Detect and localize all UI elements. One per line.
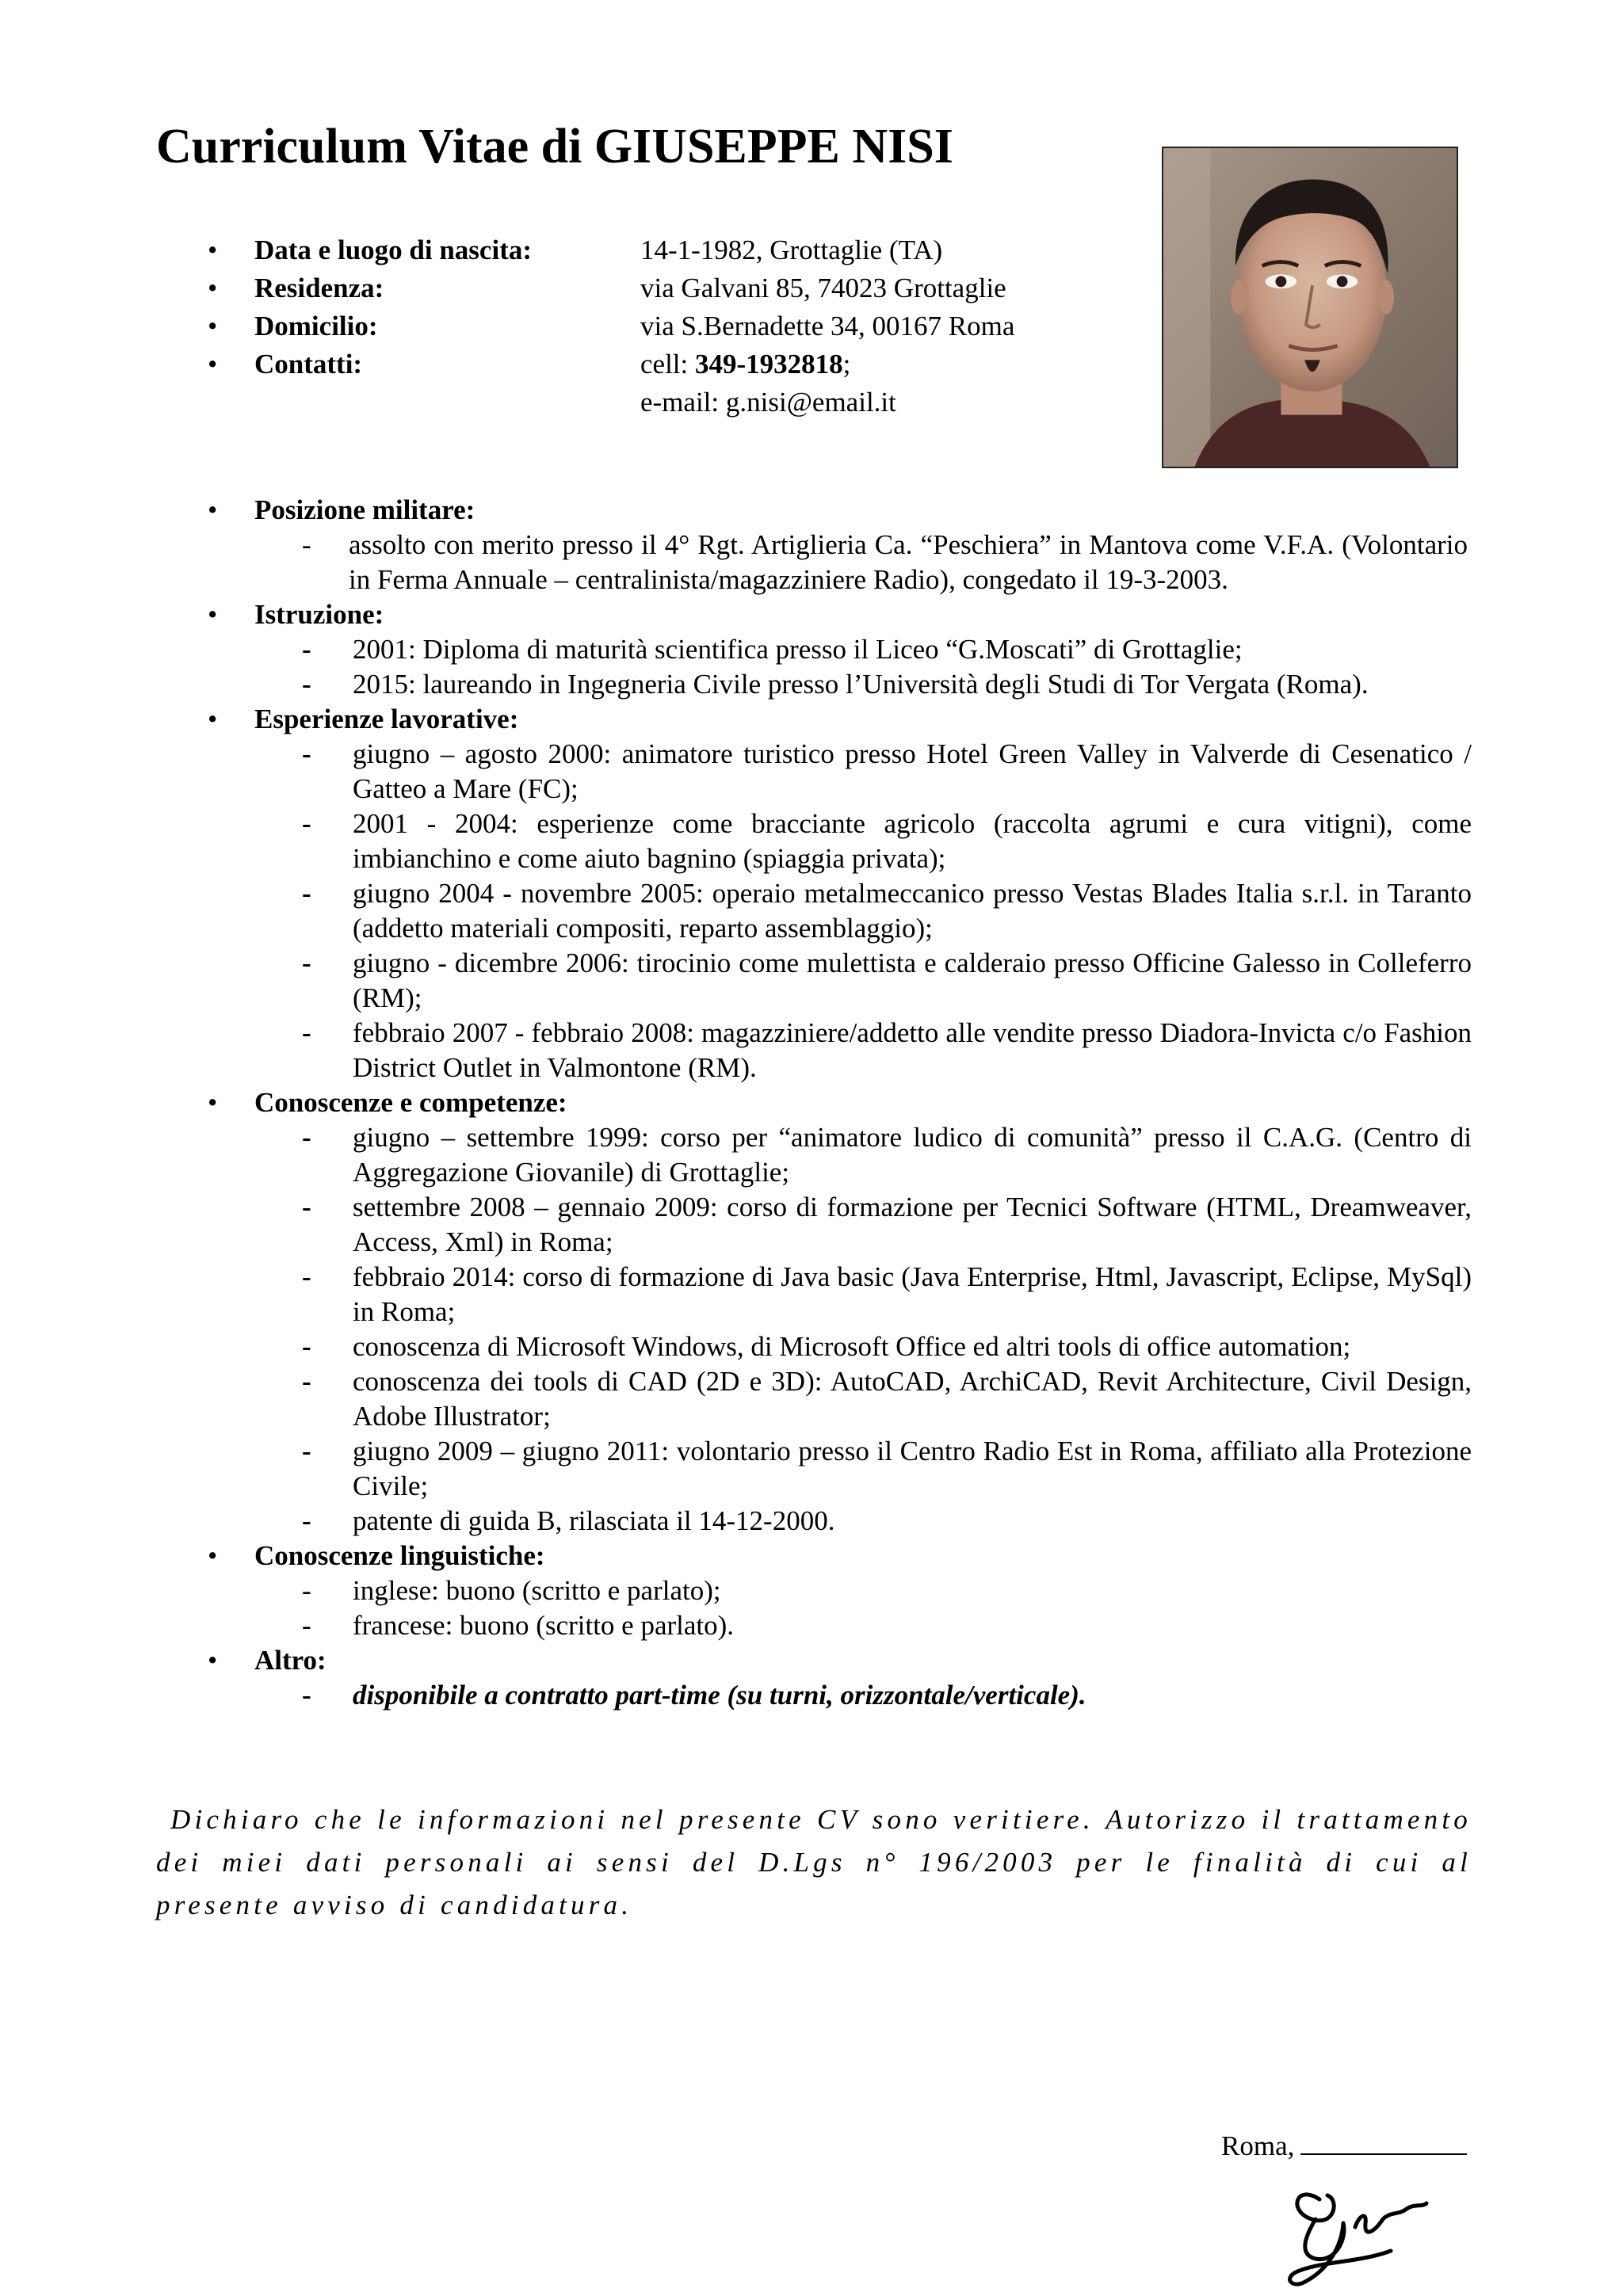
bullet: •: [208, 1087, 218, 1118]
list-item-text: giugno – agosto 2000: animatore turistico presso Hotel Green Valley in Valverde di Cesenatico / Gatteo a Mare (FC);: [353, 738, 1472, 804]
list-item: [0, 1573, 1472, 1608]
list-item: [0, 737, 1472, 807]
cv-section: [0, 1643, 1623, 1713]
list-item: [0, 1678, 1472, 1713]
list-item-text: francese: buono (scritto e parlato).: [353, 1610, 735, 1641]
info-row-birth: [0, 231, 1623, 269]
info-value-email: e-mail: g.nisi@email.it: [640, 387, 896, 418]
list-item-text: giugno - dicembre 2006: tirocinio come mulettista e calderaio presso Officine Galesso in Colleferro (RM);: [353, 948, 1472, 1013]
place-date: [1221, 2130, 1467, 2162]
cv-section: [0, 1539, 1623, 1643]
bullet: •: [208, 349, 218, 379]
page-title: Curriculum Vitae di GIUSEPPE NISI: [156, 120, 953, 174]
section-heading: Posizione militare:: [254, 494, 475, 525]
list-item-text: conoscenza dei tools di CAD (2D e 3D): AutoCAD, ArchiCAD, Revit Architecture, Civil Design, Adobe Illustrator;: [353, 1366, 1472, 1432]
list-item: [0, 876, 1472, 946]
dash-marker: -: [302, 1680, 311, 1711]
list-item: [0, 1608, 1472, 1643]
dash-marker: -: [302, 1122, 311, 1153]
dash-marker: -: [302, 808, 311, 839]
section-heading-row: [0, 1643, 1623, 1678]
list-item: [0, 946, 1472, 1016]
info-label: Domicilio:: [254, 311, 378, 341]
bullet: •: [208, 704, 218, 734]
list-item-text: giugno 2004 - novembre 2005: operaio metalmeccanico presso Vestas Blades Italia s.r.l. in Taranto (addetto materiali compositi, reparto assemblaggio);: [353, 878, 1472, 944]
dash-marker: -: [302, 529, 311, 560]
bullet: •: [208, 235, 218, 265]
info-row-email: [0, 383, 1623, 421]
list-item-text: settembre 2008 – gennaio 2009: corso di formazione per Tecnici Software (HTML, Dreamweaver, Access, Xml) in Roma;: [353, 1192, 1472, 1257]
list-item: [0, 807, 1472, 876]
list-item: [0, 1190, 1472, 1260]
list-item-text: febbraio 2014: corso di formazione di Java basic (Java Enterprise, Html, Javascript, Eclipse, MySql) in Roma;: [353, 1261, 1472, 1327]
info-value-phone: [640, 345, 850, 383]
list-item: [0, 1434, 1472, 1504]
section-heading: Conoscenze e competenze:: [254, 1087, 567, 1118]
cv-section: [0, 1085, 1623, 1539]
dash-marker: -: [302, 1192, 311, 1222]
list-item-text: assolto con merito presso il 4° Rgt. Artiglieria Ca. “Peschiera” in Mantova come V.F.A. (Volontario in Ferma Annuale – centralinista/magazziniere Radio), congedato il 19-3-2003.: [349, 529, 1468, 595]
dash-marker: -: [302, 1017, 311, 1048]
bullet: •: [208, 1540, 218, 1571]
section-heading-row: [0, 1539, 1623, 1573]
personal-info: [0, 231, 1623, 421]
section-heading-row: [0, 1085, 1623, 1120]
dash-marker: -: [302, 1436, 311, 1466]
cv-sections: [0, 493, 1623, 1713]
list-item: [0, 1329, 1472, 1364]
list-item: [0, 667, 1472, 702]
phone-prefix: cell:: [640, 349, 695, 379]
info-value: via S.Bernadette 34, 00167 Roma: [640, 311, 1015, 341]
section-heading: Istruzione:: [254, 599, 384, 630]
info-row-contacts: [0, 345, 1623, 383]
date-blank-line: [1300, 2130, 1467, 2155]
dash-marker: -: [302, 1366, 311, 1397]
dash-marker: -: [302, 1261, 311, 1292]
section-heading: Conoscenze linguistiche:: [254, 1540, 545, 1571]
dash-marker: -: [302, 948, 311, 978]
list-item: [0, 1260, 1472, 1329]
bullet: •: [208, 494, 218, 525]
section-heading: Esperienze lavorative:: [254, 704, 519, 734]
bullet: •: [208, 599, 218, 630]
list-item-text: giugno 2009 – giugno 2011: volontario presso il Centro Radio Est in Roma, affiliato alla Protezione Civile;: [353, 1436, 1472, 1501]
dash-marker: -: [302, 1331, 311, 1362]
list-item-text: inglese: buono (scritto e parlato);: [353, 1575, 721, 1606]
dash-marker: -: [302, 634, 311, 665]
dash-marker: -: [302, 738, 311, 769]
list-item-text: conoscenza di Microsoft Windows, di Microsoft Office ed altri tools di office automation;: [353, 1331, 1351, 1362]
bullet: •: [208, 1645, 218, 1676]
cv-section: [0, 702, 1623, 1085]
list-item: [0, 1120, 1472, 1190]
list-item: [0, 1504, 1472, 1539]
handwritten-signature: [1272, 2176, 1438, 2294]
info-value: via Galvani 85, 74023 Grottaglie: [640, 273, 1006, 303]
dash-marker: -: [302, 1610, 311, 1641]
bullet: •: [208, 311, 218, 341]
declaration-text: Dichiaro che le informazioni nel presente CV sono veritiere. Autorizzo il trattamento dei miei dati personali ai sensi del D.Lgs n° 196/2003 per le finalità di cui al presente avviso di candidatura.: [156, 1804, 1472, 1920]
list-item: [0, 1364, 1472, 1434]
info-label: Data e luogo di nascita:: [254, 235, 532, 265]
list-item-text: disponibile a contratto part-time (su turni, orizzontale/verticale).: [353, 1680, 1086, 1711]
dash-marker: -: [302, 1575, 311, 1606]
phone-number: 349-1932818: [695, 349, 843, 379]
info-row-residence: [0, 269, 1623, 307]
dash-marker: -: [302, 878, 311, 909]
section-heading: Altro:: [254, 1645, 327, 1676]
bullet: •: [208, 273, 218, 303]
list-item-text: patente di guida B, rilasciata il 14-12-2000.: [353, 1505, 835, 1536]
list-item-text: 2015: laureando in Ingegneria Civile presso l’Università degli Studi di Tor Vergata (Roma).: [353, 669, 1369, 700]
cv-section: [0, 597, 1623, 702]
list-item-text: giugno – settembre 1999: corso per “animatore ludico di comunità” presso il C.A.G. (Centro di Aggregazione Giovanile) di Grottaglie;: [353, 1122, 1472, 1188]
cv-section: [0, 493, 1623, 597]
list-item-text: 2001 - 2004: esperienze come bracciante agricolo (raccolta agrumi e cura vitigni), come imbianchino e come aiuto bagnino (spiaggia privata);: [353, 808, 1472, 874]
place-label: Roma,: [1221, 2130, 1295, 2161]
info-value: 14-1-1982, Grottaglie (TA): [640, 235, 943, 265]
list-item: [0, 528, 1468, 597]
info-label: Contatti:: [254, 349, 363, 379]
dash-marker: -: [302, 1505, 311, 1536]
list-item-text: febbraio 2007 - febbraio 2008: magazziniere/addetto alle vendite presso Diadora-Invicta c/o Fashion District Outlet in Valmontone (RM).: [353, 1017, 1472, 1083]
list-item: [0, 632, 1472, 667]
dash-marker: -: [302, 669, 311, 700]
section-heading-row: [0, 493, 1623, 528]
info-label: Residenza:: [254, 273, 384, 303]
list-item: [0, 1016, 1472, 1085]
phone-suffix: ;: [842, 349, 851, 379]
list-item-text: 2001: Diploma di maturità scientifica presso il Liceo “G.Moscati” di Grottaglie;: [353, 634, 1243, 665]
section-heading-row: [0, 702, 1623, 737]
info-row-domicile: [0, 307, 1623, 345]
section-heading-row: [0, 597, 1623, 632]
